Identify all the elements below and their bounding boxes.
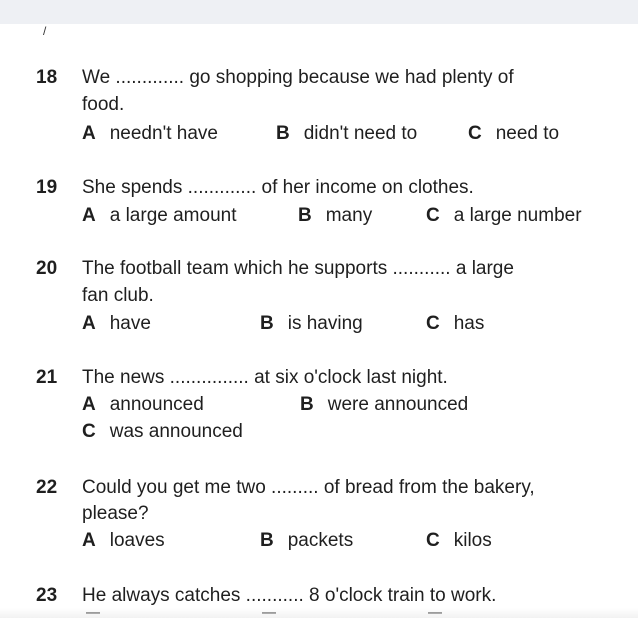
option-letter: C [468,123,482,144]
option-letter: A [82,123,96,144]
option-b[interactable] [298,205,372,227]
question-number: 23 [36,585,58,606]
option-b[interactable] [300,394,468,416]
option-b[interactable] [276,123,417,145]
option-letter: C [82,421,96,442]
option-letter: B [276,123,290,144]
option-letter: A [82,313,96,334]
question-text-line2: fan club. [82,285,154,306]
question-text-line1: The football team which he supports ........... a large [82,258,514,279]
option-text: packets [287,530,354,551]
option-text: was announced [109,421,243,442]
question-text-line1: We ............. go shopping because we had plenty of [82,67,514,88]
option-text: need to [495,123,560,144]
option-letter: C [426,530,440,551]
option-text: a large number [453,205,582,226]
option-a[interactable] [82,123,218,145]
page-mark: / [43,24,47,38]
option-text: many [325,205,373,226]
question-number: 19 [36,177,58,198]
question-text-line2: food. [82,94,125,115]
option-text: announced [109,394,204,415]
option-letter: A [82,205,96,226]
option-text: were announced [327,394,469,415]
option-letter: B [260,530,274,551]
option-a[interactable] [82,530,165,552]
question-text-line1: Could you get me two ......... of bread from the bakery, [82,477,535,498]
option-b[interactable] [260,530,353,552]
question-number: 21 [36,367,58,388]
option-a[interactable] [82,205,236,227]
bottom-fade [0,608,638,618]
option-letter: C [426,313,440,334]
option-text: have [109,313,151,334]
option-letter: A [82,530,96,551]
option-text: didn't need to [303,123,418,144]
question-number: 20 [36,258,58,279]
option-text: kilos [453,530,492,551]
question-text-line2: please? [82,503,149,524]
option-text: is having [287,313,363,334]
option-b[interactable] [260,313,363,335]
option-c[interactable] [82,421,243,443]
question-number: 18 [36,67,58,88]
option-c[interactable] [426,313,484,335]
option-c[interactable] [468,123,559,145]
option-a[interactable] [82,313,151,335]
option-text: loaves [109,530,165,551]
question-text-line1: She spends ............. of her income on clothes. [82,177,474,198]
question-text-line1: The news ............... at six o'clock last night. [82,367,448,388]
option-c[interactable] [426,530,492,552]
option-c[interactable] [426,205,582,227]
option-letter: B [300,394,314,415]
option-a[interactable] [82,394,204,416]
top-background-band [0,0,638,24]
option-letter: C [426,205,440,226]
question-number: 22 [36,477,58,498]
option-letter: B [298,205,312,226]
option-letter: B [260,313,274,334]
option-text: has [453,313,485,334]
option-letter: A [82,394,96,415]
option-text: a large amount [109,205,237,226]
option-text: needn't have [109,123,218,144]
question-text-line1: He always catches ........... 8 o'clock train to work. [82,585,497,606]
